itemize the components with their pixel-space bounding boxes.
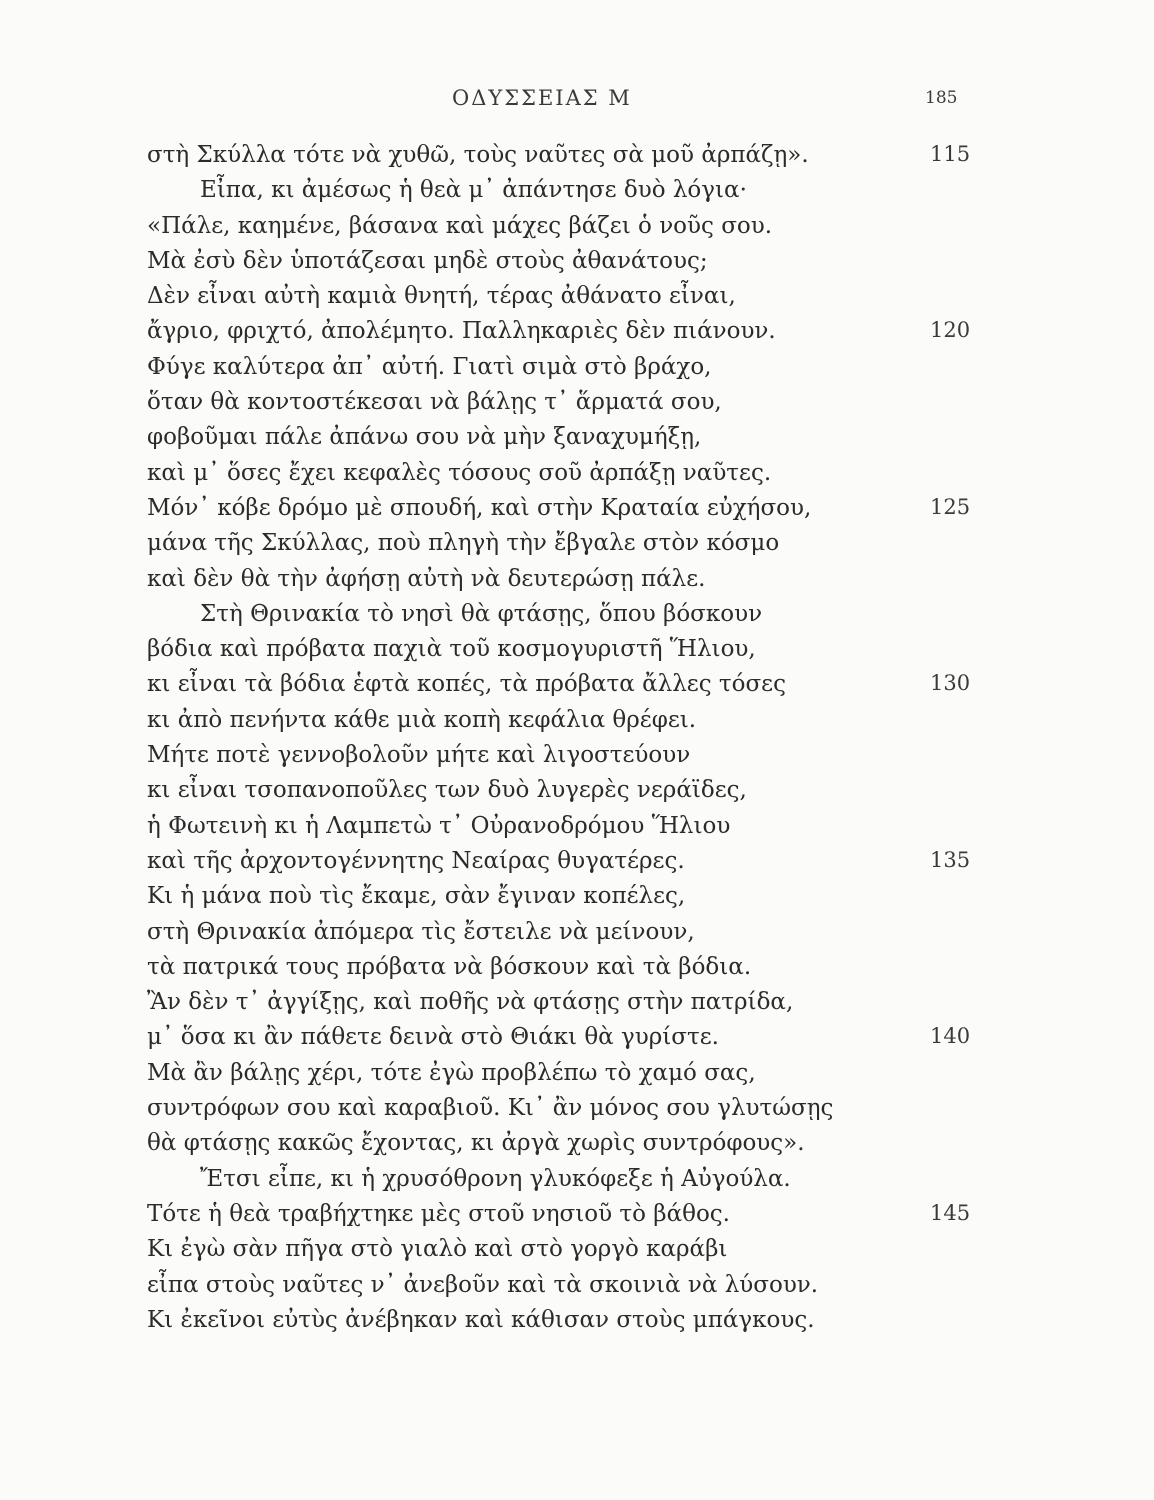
verse-text: κι εἶναι τσοπανοποῦλες των δυὸ λυγερὲς νεράϊδες, [147, 777, 747, 804]
verse-text: ἄγριο, φριχτό, ἀπολέμητο. Παλληκαριὲς δὲν πιάνουν. [147, 318, 776, 345]
verse-text: «Πάλε, καημένε, βάσανα καὶ μάχες βάζει ὁ νοῦς σου. [147, 212, 773, 239]
verse-text: ἡ Φωτεινὴ κι ἡ Λαμπετὼ τ᾽ Οὐρανοδρόμου Ἥλιου [147, 812, 731, 839]
verse-line [0, 1056, 1154, 1091]
verse-text: καὶ δὲν θὰ τὴν ἀφήσῃ αὐτὴ νὰ δευτερώσῃ πάλε. [147, 565, 706, 592]
verse-text: Δὲν εἶναι αὐτὴ καμιὰ θνητή, τέρας ἀθάνατο εἶναι, [147, 283, 736, 310]
verse-text: θὰ φτάσῃς κακῶς ἔχοντας, κι ἀργὰ χωρὶς συντρόφους». [147, 1130, 805, 1157]
verse-line [0, 456, 1154, 491]
verse-text: μάνα τῆς Σκύλλας, ποὺ πληγὴ τὴν ἔβγαλε στὸν κόσμο [147, 530, 780, 557]
verse-line [0, 173, 1154, 208]
verse-line [0, 209, 1154, 244]
verse-text: Κι ἐγὼ σὰν πῆγα στὸ γιαλὸ καὶ στὸ γοργὸ καράβι [147, 1236, 728, 1263]
verse-text: κι εἶναι τὰ βόδια ἑφτὰ κοπές, τὰ πρόβατα ἄλλες τόσες [147, 671, 786, 698]
line-number: 135 [930, 847, 971, 872]
verse-text: Ἔτσι εἶπε, κι ἡ χρυσόθρονη γλυκόφεξε ἡ Αὐγούλα. [200, 1165, 791, 1192]
verse-text: Στὴ Θρινακία τὸ νησὶ θὰ φτάσῃς, ὅπου βόσκουν [200, 600, 763, 627]
verse-text: καὶ τῆς ἀρχοντογέννητης Νεαίρας θυγατέρες. [147, 847, 685, 874]
verse-line [0, 809, 1154, 844]
verse-text: Εἶπα, κι ἀμέσως ἡ θεὰ μ᾽ ἀπάντησε δυὸ λόγια· [200, 177, 747, 204]
verse-line [0, 915, 1154, 950]
verse-line [0, 1232, 1154, 1267]
verse-text: Ἂν δὲν τ᾽ ἀγγίξῃς, καὶ ποθῆς νὰ φτάσῃς στὴν πατρίδα, [147, 989, 794, 1016]
verse-block [0, 138, 1154, 1338]
verse-text: φοβοῦμαι πάλε ἀπάνω σου νὰ μὴν ξαναχυμήξῃ, [147, 424, 702, 451]
verse-line [0, 950, 1154, 985]
verse-line [0, 491, 1154, 526]
verse-text: τὰ πατρικά τους πρόβατα νὰ βόσκουν καὶ τὰ βόδια. [147, 953, 752, 980]
verse-line [0, 138, 1154, 173]
verse-line [0, 1126, 1154, 1161]
line-number: 140 [930, 1024, 971, 1049]
line-number: 115 [930, 142, 971, 166]
verse-line [0, 773, 1154, 808]
verse-text: κι ἀπὸ πενήντα κάθε μιὰ κοπὴ κεφάλια θρέφει. [147, 706, 697, 733]
verse-text: ὅταν θὰ κοντοστέκεσαι νὰ βάλῃς τ᾽ ἅρματά σου, [147, 389, 722, 416]
verse-text: Κι ἡ μάνα ποὺ τὶς ἔκαμε, σὰν ἔγιναν κοπέλες, [147, 883, 686, 910]
verse-text: συντρόφων σου καὶ καραβιοῦ. Κι᾽ ἂν μόνος σου γλυτώσῃς [147, 1095, 834, 1122]
verse-line [0, 1197, 1154, 1232]
verse-line [0, 632, 1154, 667]
line-number: 120 [930, 318, 971, 343]
verse-line [0, 1020, 1154, 1055]
verse-text: καὶ μ᾽ ὅσες ἔχει κεφαλὲς τόσους σοῦ ἀρπάξῃ ναῦτες. [147, 459, 772, 486]
verse-line [0, 844, 1154, 879]
verse-text: μ᾽ ὅσα κι ἂν πάθετε δεινὰ στὸ Θιάκι θὰ γυρίστε. [147, 1024, 719, 1051]
verse-text: εἶπα στοὺς ναῦτες ν᾽ ἀνεβοῦν καὶ τὰ σκοινιὰ νὰ λύσουν. [147, 1271, 819, 1298]
verse-line [0, 420, 1154, 455]
verse-line [0, 738, 1154, 773]
verse-line [0, 703, 1154, 738]
verse-line [0, 1162, 1154, 1197]
page-number: 185 [925, 88, 958, 108]
running-head [0, 86, 1154, 118]
verse-text: Μήτε ποτὲ γεννοβολοῦν μήτε καὶ λιγοστεύουν [147, 742, 691, 769]
verse-line [0, 350, 1154, 385]
verse-text: Μὰ ἂν βάλῃς χέρι, τότε ἐγὼ προβλέπω τὸ χαμό σας, [147, 1059, 756, 1086]
line-number: 145 [930, 1200, 971, 1225]
verse-line [0, 385, 1154, 420]
verse-line [0, 244, 1154, 279]
verse-line [0, 279, 1154, 314]
verse-line [0, 314, 1154, 349]
verse-line [0, 985, 1154, 1020]
verse-line [0, 1268, 1154, 1303]
verse-line [0, 667, 1154, 702]
verse-text: Τότε ἡ θεὰ τραβήχτηκε μὲς στοῦ νησιοῦ τὸ βάθος. [147, 1200, 730, 1227]
verse-text: Μόν᾽ κόβε δρόμο μὲ σπουδή, καὶ στὴν Κραταία εὐχήσου, [147, 494, 812, 521]
verse-line [0, 879, 1154, 914]
line-number: 125 [930, 494, 971, 519]
verse-text: Μὰ ἐσὺ δὲν ὑποτάζεσαι μηδὲ στοὺς ἀθανάτους; [147, 247, 708, 274]
verse-text: στὴ Θρινακία ἀπόμερα τὶς ἔστειλε νὰ μείνουν, [147, 918, 695, 945]
running-title: ΟΔΥΣΣΕΙΑΣ Μ [452, 86, 632, 110]
verse-text: Φύγε καλύτερα ἀπ᾽ αὐτή. Γιατὶ σιμὰ στὸ βράχο, [147, 353, 712, 380]
verse-text: στὴ Σκύλλα τότε νὰ χυθῶ, τοὺς ναῦτες σὰ μοῦ ἀρπάζῃ». [147, 142, 809, 168]
line-number: 130 [930, 671, 971, 696]
verse-text: βόδια καὶ πρόβατα παχιὰ τοῦ κοσμογυριστῆ Ἥλιου, [147, 636, 756, 663]
verse-line [0, 1303, 1154, 1338]
verse-line [0, 562, 1154, 597]
verse-line [0, 1091, 1154, 1126]
verse-text: Κι ἐκεῖνοι εὐτὺς ἀνέβηκαν καὶ κάθισαν στοὺς μπάγκους. [147, 1306, 815, 1333]
verse-line [0, 526, 1154, 561]
verse-line [0, 597, 1154, 632]
